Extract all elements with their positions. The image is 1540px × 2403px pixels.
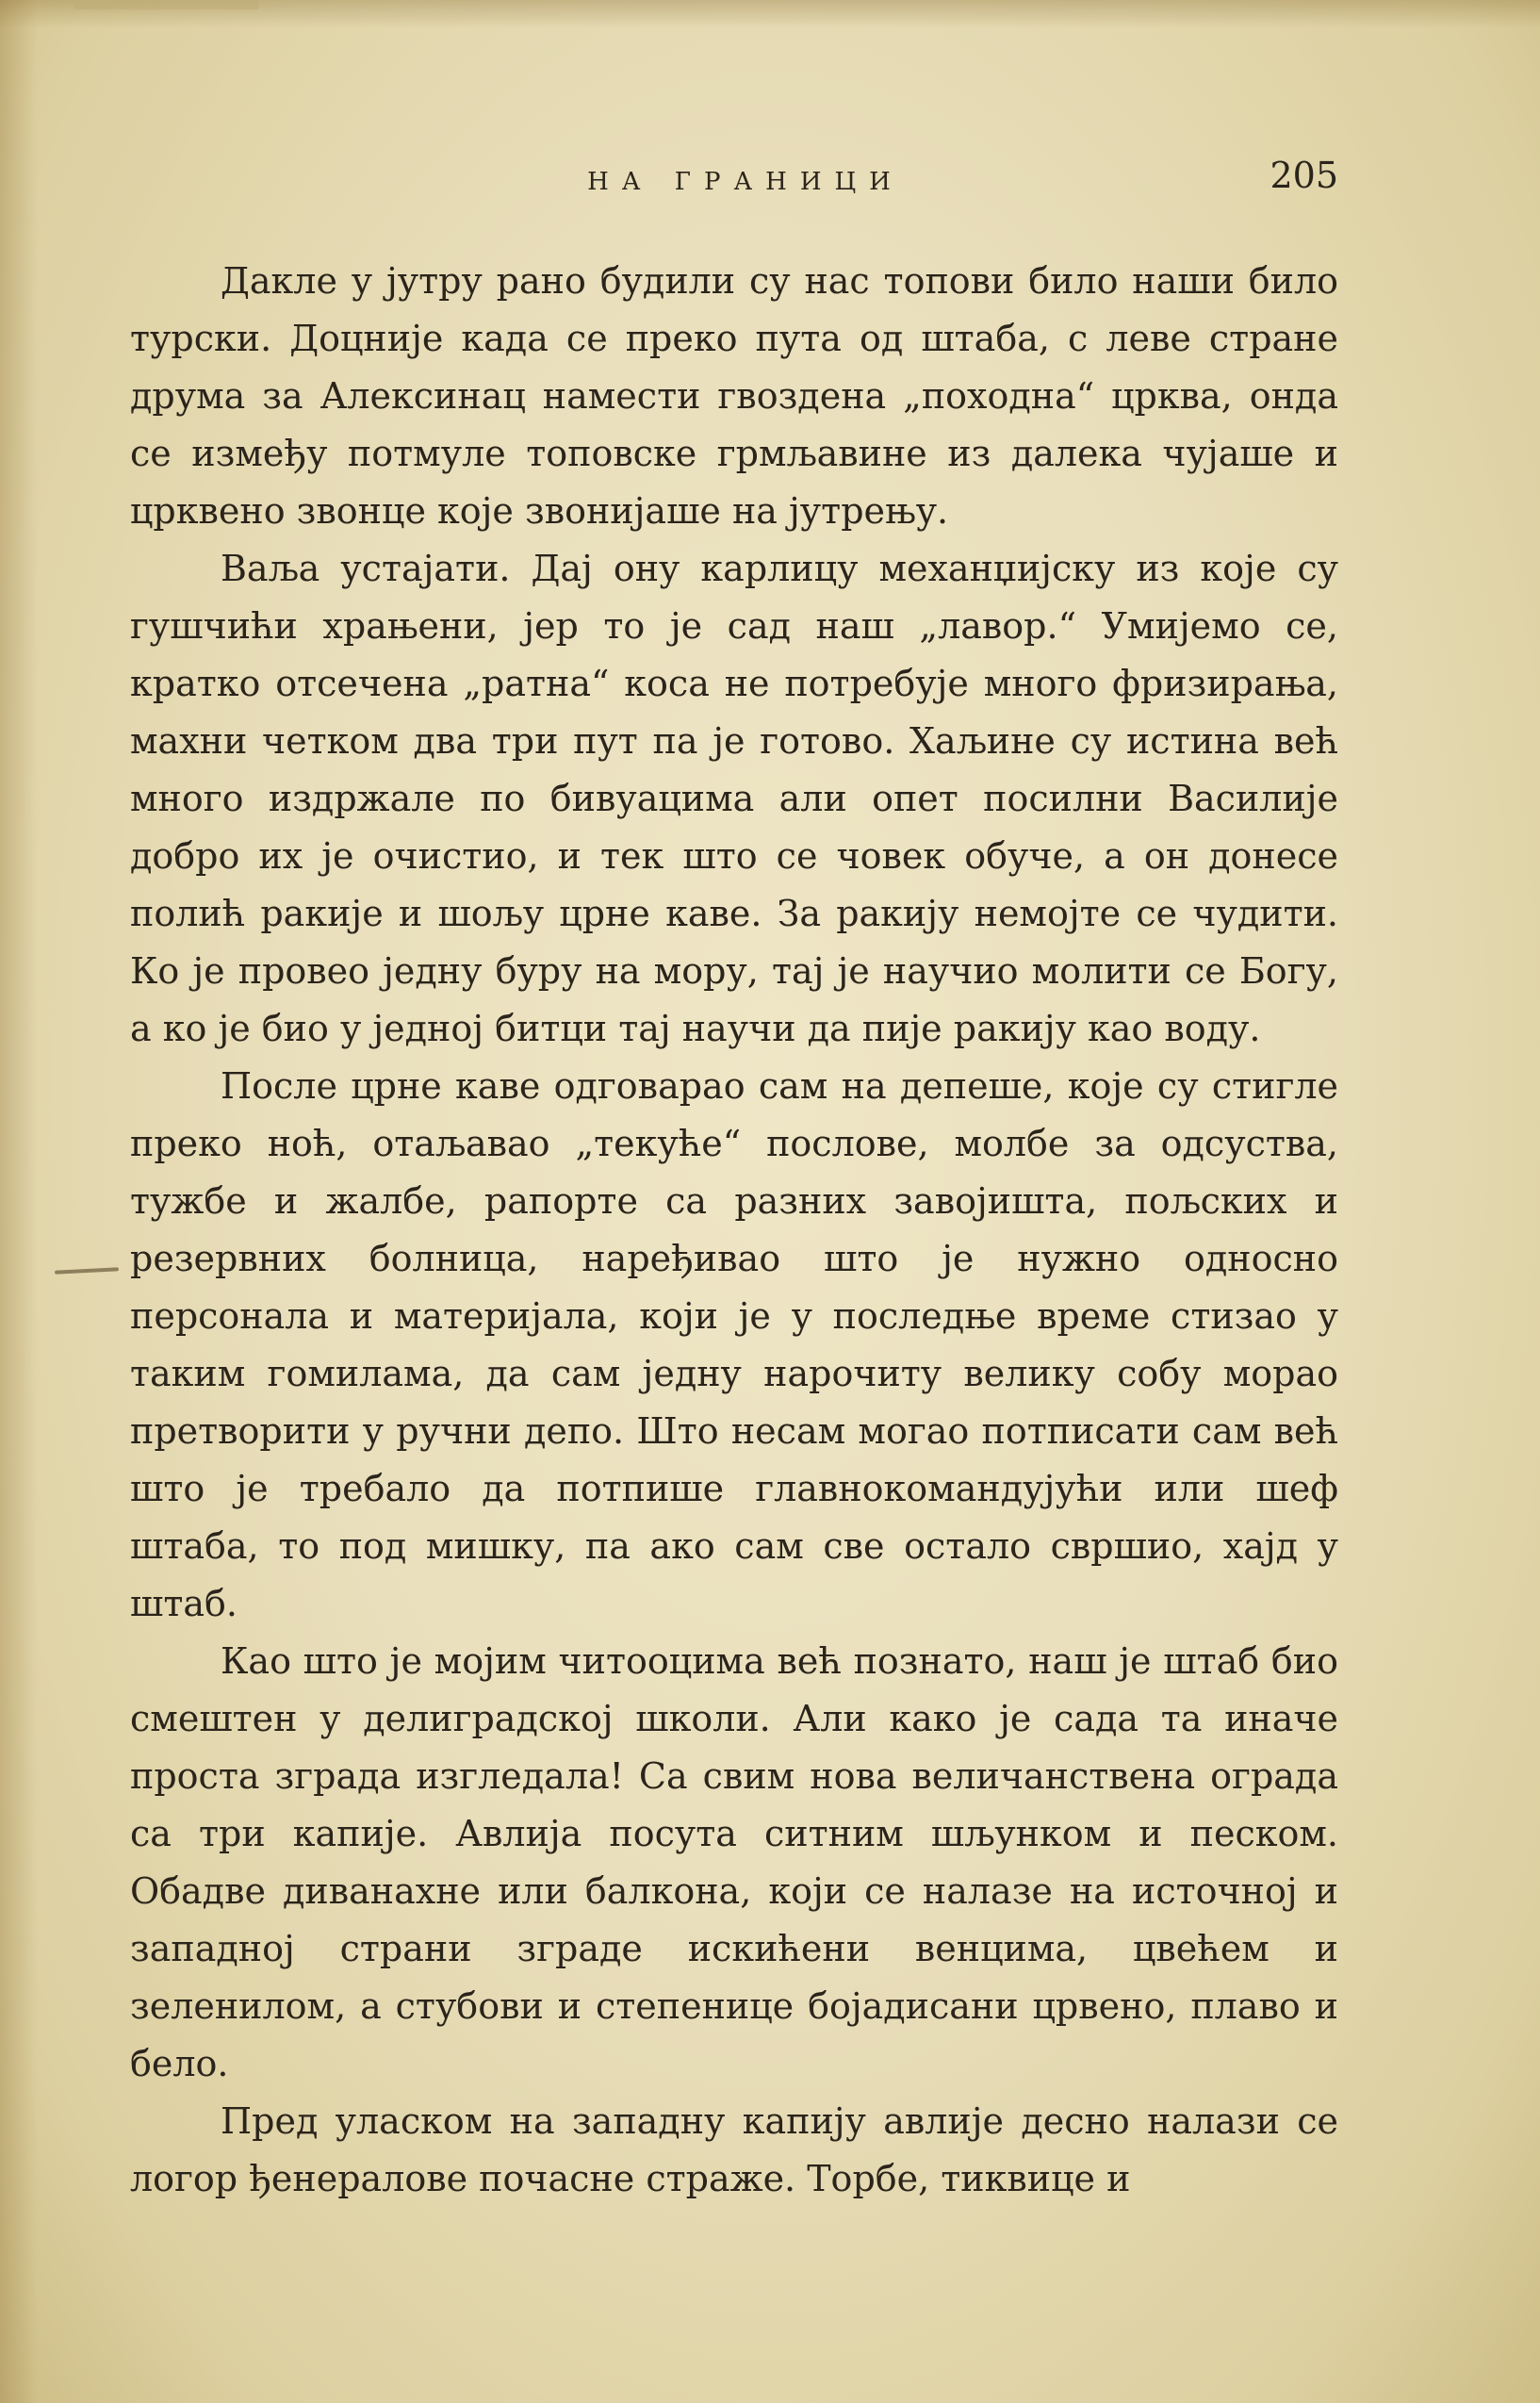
paragraph: Пред уласком на западну капију авлије десно налази се логор ђенералове почасне страже. Торбе, тиквице и [130,2100,1338,2199]
page-number: 205 [1270,155,1338,196]
page-corner-mark [74,0,258,9]
paragraph: Дакле у јутру рано будили су нас топови било наши било турски. Доцније када се преко пута од штаба, с леве стране друма за Алексинац намести гвоздена „походна“ црква, онда се између потмуле топовске грмљавине из далека чујаше и црквено звонце које звонијаше на јутрењу. [130,260,1338,532]
running-title: НА ГРАНИЦИ [587,168,904,196]
paragraph: Као што је мојим читооцима већ познато, наш је штаб био смештен у делиградској школи. Али како је сада та иначе проста зграда изгледала! Са свим нова величанствена ограда са три капије. Авлија посута ситним шљунком и песком. Обадве диванахне или балкона, који се налазе на источној и западној страни зграде искићени венцима, цвећем и зеленилом, а стубови и степенице бојадисани црвено, плаво и бело. [130,1640,1338,2084]
body-text [130,253,1338,2208]
paragraph: После црне каве одговарао сам на депеше, које су стигле преко ноћ, отаљавао „текуће“ послове, молбе за одсуства, тужбе и жалбе, рапорте са разних завојишта, пољских и резервних болница, наређивао што је нужно односно персонала и материјала, који је у последње време стизао у таким гомилама, да сам једну нарочиту велику собу морао претворити у ручни депо. Што несам могао потписати сам већ што је требало да потпише главнокомандујући или шеф штаба, то под мишку, па ако сам све остало свршио, хајд у штаб. [130,1065,1338,1624]
margin-pencil-mark [55,1267,119,1275]
page-header [130,151,1338,207]
paragraph: Ваља устајати. Дај ону карлицу механџијску из које су гушчићи храњени, јер то је сад наш „лавор.“ Умијемо се, кратко отсечена „ратна“ коса не потребује много фризирања, махни четком два три пут па је готово. Хаљине су истина већ много издржале по бивуацима али опет посилни Василије добро их је очистио, и тек што се човек обуче, а он донесе полић ракије и шољу црне каве. За ракију немојте се чудити. Ко је провео једну буру на мору, тај је научио молити се Богу, а ко је био у једној битци тај научи да пије ракију као воду. [130,548,1338,1049]
page-edge-shadow [0,0,38,2403]
